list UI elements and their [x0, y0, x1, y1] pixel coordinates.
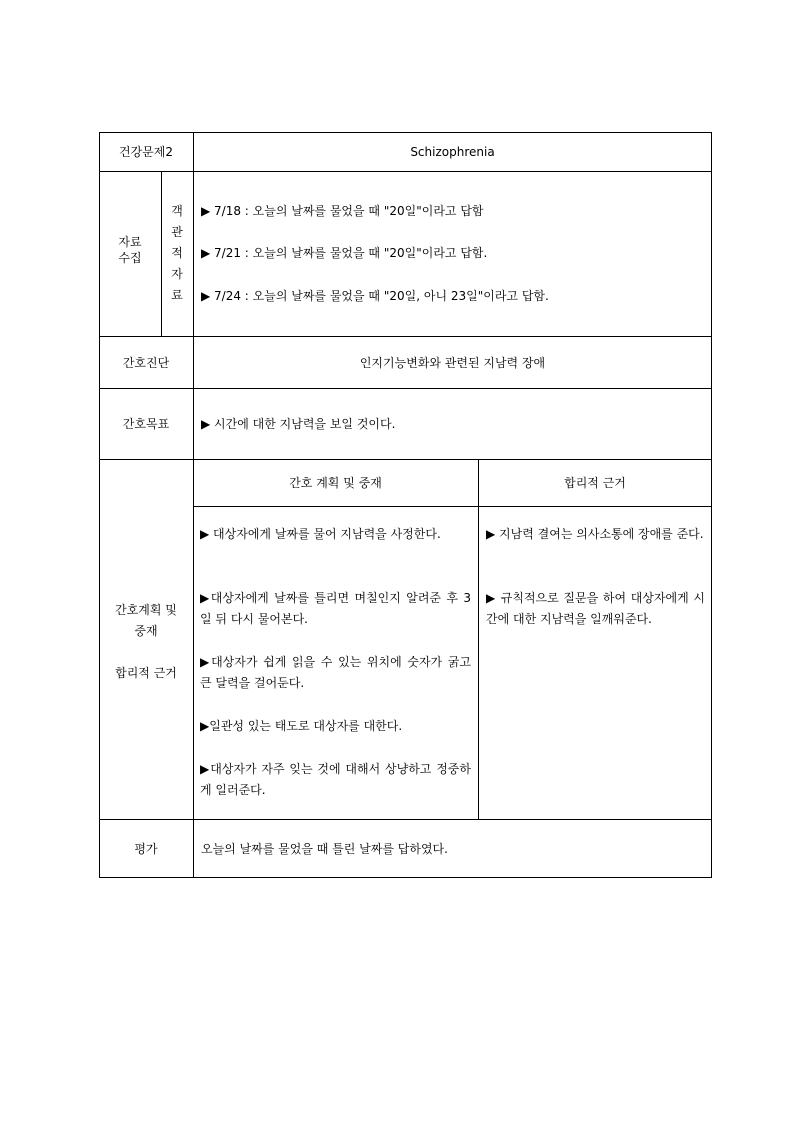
evaluation-label: 평가	[134, 842, 158, 856]
intervention-item: ▶일관성 있는 태도로 대상자를 대한다.	[200, 719, 403, 733]
plan-label-line1: 간호계획 및	[115, 603, 177, 617]
row-divider	[99, 459, 712, 460]
intervention-item: ▶대상자에게 날짜를 틀리면 며칠인지 알려준 후 3일 뒤 다시 물어본다.	[200, 591, 471, 626]
nursing-goal-label: 간호목표	[122, 417, 170, 431]
row-divider	[99, 336, 712, 337]
rationale-item: ▶ 규칙적으로 질문을 하여 대상자에게 시간에 대한 지남력을 일깨워준다.	[486, 591, 705, 626]
objective-data-item: ▶ 7/21 : 오늘의 날짜를 물었을 때 "20일"이라고 답함.	[201, 246, 488, 260]
objective-data-item: ▶ 7/18 : 오늘의 날짜를 물었을 때 "20일"이라고 답함	[201, 204, 484, 218]
plan-label	[99, 600, 193, 684]
health-problem-value: Schizophrenia	[410, 145, 495, 159]
nursing-goal-value: ▶ 시간에 대한 지남력을 보일 것이다.	[201, 417, 396, 431]
rationale-header: 합리적 근거	[564, 476, 626, 490]
data-collection-label-line1: 자료	[118, 235, 142, 249]
objective-data-char: 자	[171, 267, 183, 281]
label-column-divider	[193, 132, 194, 878]
row-divider	[99, 819, 712, 820]
objective-data-char: 적	[171, 246, 183, 260]
objective-data-char: 객	[171, 204, 183, 218]
rationale-item: ▶ 지남력 결여는 의사소통에 장애를 준다.	[486, 527, 704, 541]
objective-data-item: ▶ 7/24 : 오늘의 날짜를 물었을 때 "20일, 아니 23일"이라고 답함.	[201, 289, 549, 303]
data-collection-label	[99, 234, 161, 266]
intervention-item: ▶ 대상자에게 날짜를 물어 지남력을 사정한다.	[200, 527, 441, 541]
row-divider	[99, 388, 712, 389]
intervention-item: ▶대상자가 자주 잊는 것에 대해서 상냥하고 정중하게 일러준다.	[200, 762, 471, 797]
plan-rationale-divider	[478, 459, 479, 819]
objective-data-char: 료	[171, 288, 183, 302]
nursing-diagnosis-label: 간호진단	[122, 356, 170, 370]
nursing-diagnosis-value: 인지기능변화와 관련된 지남력 장애	[359, 356, 546, 370]
data-collection-label-line2: 수집	[118, 251, 142, 265]
evaluation-value: 오늘의 날짜를 물었을 때 틀린 날짜를 답하였다.	[201, 842, 448, 856]
plan-label-line2: 중재	[134, 624, 158, 638]
plan-header: 간호 계획 및 중재	[289, 476, 382, 490]
intervention-item: ▶대상자가 쉽게 읽을 수 있는 위치에 숫자가 굵고 큰 달력을 걸어둔다.	[200, 655, 471, 690]
row-divider	[99, 171, 712, 172]
plan-label-line3: 합리적 근거	[115, 666, 177, 680]
plan-header-divider	[193, 506, 712, 507]
health-problem-label: 건강문제2	[118, 145, 173, 159]
objective-data-char: 관	[171, 225, 183, 239]
objective-data-label	[161, 201, 193, 306]
